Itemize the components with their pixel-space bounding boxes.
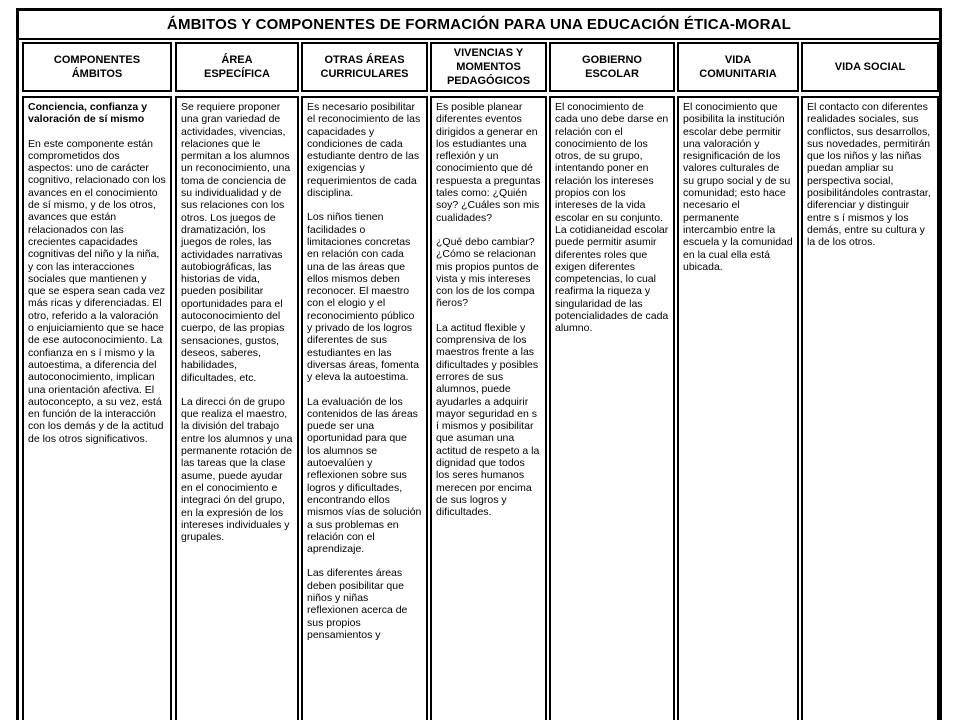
cell-paragraph: En este componente están comprometidos dos aspectos: uno de carácter cognitivo, relacionado con los avances en el conocimiento de sí mismo, y de los otros, avances que están relacionados con las crecientes capacidades cognitivas del niño y la niña, y con las interacciones sociales que mantienen y que se espera sean cada vez más ricas y diferenciadas. El otro, referido a la valoración o enjuiciamiento que se hace de ese autoconocimiento. La confianza en s í mismo y la autoestima, a diferencia del autoconocimiento, implican una orientación afectiva. El autoconcepto, a su vez, está en función de la interacción con los demás y de la actitud de los otros significativos. — [28, 137, 166, 445]
column-header-7 — [801, 42, 939, 92]
cell-paragraph: El contacto con diferentes realidades sociales, sus conflictos, sus desarrollos, sus novedades, permitirán que los niños y las niñas puedan ampliar su perspectiva social, posibilitándoles contrastar, diferenciar y distinguir entre s í mismos y los demás, entre su cultura y la de los otros. — [807, 101, 931, 249]
column-body-7 — [801, 96, 939, 720]
column-header-label: VIVENCIAS Y MOMENTOS PEDAGÓGICOS — [446, 47, 531, 87]
column-header-2 — [175, 42, 299, 92]
cell-paragraph: Las diferentes áreas deben posibilitar que niños y niñas reflexionen acerca de sus propios pensamientos y — [307, 567, 408, 641]
cell-paragraph: Es posible planear diferentes eventos dirigidos a generar en los estudiantes una reflexión y un conocimiento que dé respuesta a preguntas tales como: ¿Quién soy? ¿Cuáles son mis cualidades? — [436, 101, 541, 224]
column-body-6 — [677, 96, 799, 720]
column-header-6 — [677, 42, 799, 92]
column-body-2 — [175, 96, 299, 720]
column-header-label: COMPONENTES ÁMBITOS — [53, 54, 141, 80]
column-body-4 — [430, 96, 547, 720]
column-header-4 — [430, 42, 547, 92]
cell-paragraph: Es necesario posibilitar el reconocimiento de las capacidades y condiciones de cada estudiante dentro de las exigencias y requerimientos de cada disciplina. — [307, 101, 421, 200]
column-header-label: VIDA SOCIAL — [834, 61, 906, 73]
column-header-label: GOBIERNO ESCOLAR — [582, 54, 642, 80]
cell-paragraph: La direcci ón de grupo que realiza el maestro, la división del trabajo entre los alumnos y una permanente rotación de las tareas que la clase asume, puede ayudar en el conocimiento e integraci ón del grupo, en la expresión de los intereses individuales y grupales. — [181, 395, 293, 544]
column-header-3 — [301, 42, 428, 92]
cell-paragraph: ¿Qué debo cambiar? ¿Cómo se relacionan mis propios puntos de vista y mis intereses con los de los compa ñeros? — [436, 235, 539, 310]
column-header-1 — [22, 42, 172, 92]
column-header-label: ÁREA ESPECÍFICA — [203, 54, 270, 80]
column-body-3 — [301, 96, 428, 720]
component-title: Conciencia, confianza y valoración de sí mismo — [28, 101, 148, 126]
cell-paragraph: El conocimiento que posibilita la institución escolar debe permitir una valoración y resignificación de los valores culturales de su grupo social y de su comunidad; esto hace necesario el permanente intercambio entre la escuela y la comunidad en la cual ella está ubicada. — [683, 101, 793, 273]
column-body-1 — [22, 96, 172, 720]
cell-paragraph: Se requiere proponer una gran variedad de actividades, vivencias, relaciones que le permitan a los alumnos un reconocimiento, una toma de conciencia de su individualidad y de sus relaciones con los otros. Los juegos de dramatización, los juegos de roles, las actividades narrativas autobiográficas, las historias de vida, pueden posibilitar oportunidades para el autoconocimiento del cuerpo, de las propias sensaciones, gustos, deseos, saberes, habilidades, dificultades, etc. — [181, 101, 291, 384]
cell-paragraph: La evaluación de los contenidos de las áreas puede ser una oportunidad para que los alumnos se autoevalúen y reflexionen sobre sus logros y dificultades, encontrando ellos mismos vías de solución a sus problemas en relación con el aprendizaje. — [307, 395, 422, 556]
cell-paragraph: El conocimiento de cada uno debe darse en relación con el conocimiento de los otros, de su grupo, intentando poner en relación los intereses propios con los intereses de la vida escolar en su conjunto. La cotidianeidad escolar puede permitir asumir diferentes roles que exigen diferentes competencias, lo cual reafirma la riqueza y singularidad de las potencialidades de cada alumno. — [555, 101, 669, 335]
column-body-5 — [549, 96, 675, 720]
cell-paragraph: Los niños tienen facilidades o limitaciones concretas en relación con cada una de las áreas que ellos mismos deben reconocer. El maestro con el elogio y el reconocimiento público y privado de los logros diferentes de sus estudiantes en las diversas áreas, fomenta y eleva la autoestima. — [307, 211, 420, 384]
cell-paragraph: La actitud flexible y comprensiva de los maestros frente a las dificultades y posibles errores de sus alumnos, puede ayudarles a adquirir mayor seguridad en s í mismos y posibilitar que asuman una actitud de respeto a la dignidad que todos los seres humanos merecen por encima de sus logros y dificultades. — [436, 321, 540, 519]
column-header-5 — [549, 42, 675, 92]
document-title: ÁMBITOS Y COMPONENTES DE FORMACIÓN PARA UNA EDUCACIÓN ÉTICA-MORAL — [19, 10, 939, 40]
column-header-label: OTRAS ÁREAS CURRICULARES — [320, 54, 409, 80]
column-header-label: VIDA COMUNITARIA — [699, 54, 777, 80]
